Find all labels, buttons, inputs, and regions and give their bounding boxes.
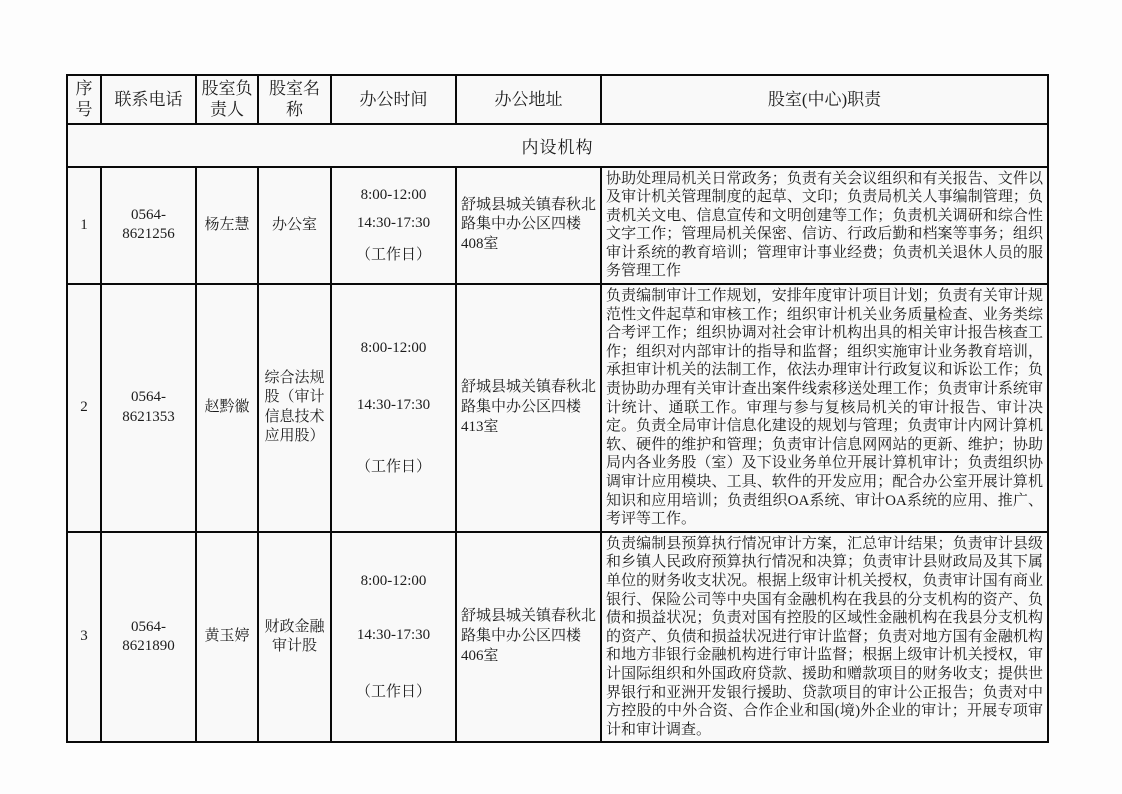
hours-line: 8:00-12:00 xyxy=(360,186,427,203)
col-header-office-address: 办公地址 xyxy=(456,75,601,124)
hours-box xyxy=(336,537,451,737)
cell-index: 2 xyxy=(67,284,101,532)
cell-phone: 0564-8621353 xyxy=(101,284,196,532)
col-header-section-name: 股室名称 xyxy=(258,75,331,124)
hours-line: 8:00-12:00 xyxy=(360,573,427,590)
col-header-office-hours: 办公时间 xyxy=(331,75,456,124)
hours-box xyxy=(336,299,451,517)
cell-head: 赵黔徽 xyxy=(196,284,258,532)
hours-line: （工作日） xyxy=(355,459,431,476)
cell-office-address: 舒城县城关镇春秋北路集中办公区四楼408室 xyxy=(456,167,601,285)
cell-index: 3 xyxy=(67,532,101,743)
hours-line: 8:00-12:00 xyxy=(360,339,427,356)
col-header-phone: 联系电话 xyxy=(101,75,196,124)
col-header-head: 股室负责人 xyxy=(196,75,258,124)
hours-line: 14:30-17:30 xyxy=(356,214,431,231)
cell-head: 黄玉婷 xyxy=(196,532,258,743)
section-banner: 内设机构 xyxy=(67,124,1048,167)
cell-office-hours xyxy=(331,167,456,285)
cell-head: 杨左慧 xyxy=(196,167,258,285)
org-duty-table xyxy=(66,74,1049,743)
hours-line: （工作日） xyxy=(355,683,431,700)
hours-box xyxy=(336,176,451,275)
header-row xyxy=(67,75,1048,124)
cell-office-hours xyxy=(331,532,456,743)
cell-duties: 负责编制审计工作规划，安排年度审计项目计划；负责有关审计规范性文件起草和审核工作；组织审计机关业务质量检查、业务类综合考评工作；组织协调对社会审计机构出具的相关审计报告核查工作；组织对内部审计的指导和监督；组织实施审计业务教育培训，承担审计机关的法制工作，依法办理审计行政复议和诉讼工作；负责协助办理有关审计查出案件线索移送处理工作；负责审计系统审计统计、通联工作。审理与参与复核局机关的审计报告、审计决定。负责全局审计信息化建设的规划与管理；负责审计内网计算机软、硬件的维护和管理；负责审计信息网网站的更新、维护；协助局内各业务股（室）及下设业务单位开展计算机审计；负责组织协调审计应用模块、工具、软件的开发应用；配合办公室开展计算机知识和应用培训；负责组织OA系统、审计OA系统的应用、推广、考评等工作。 xyxy=(601,284,1048,532)
col-header-duties: 股室(中心)职责 xyxy=(601,75,1048,124)
cell-office-address: 舒城县城关镇春秋北路集中办公区四楼406室 xyxy=(456,532,601,743)
cell-section-name: 财政金融审计股 xyxy=(258,532,331,743)
cell-duties: 负责编制县预算执行情况审计方案，汇总审计结果；负责审计县级和乡镇人民政府预算执行情况和决算；负责审计县财政局及其下属单位的财务收支状况。根据上级审计机关授权，负责审计国有商业银行、保险公司等中央国有金融机构在我县的分支机构的资产、负债和损益状况；负责对国有控股的区域性金融机构在我县分支机构的资产、负债和损益状况进行审计监督；负责对地方国有金融机构和地方非银行金融机构进行审计监督；根据上级审计机关授权，审计国际组织和外国政府贷款、援助和赠款项目的财务收支；提供世界银行和亚洲开发银行援助、贷款项目的审计公正报告；负责对中方控股的中外合资、合作企业和国(境)外企业的审计；开展专项审计和审计调查。 xyxy=(601,532,1048,743)
hours-line: （工作日） xyxy=(355,246,431,263)
table-row xyxy=(67,167,1048,285)
cell-section-name: 办公室 xyxy=(258,167,331,285)
hours-line: 14:30-17:30 xyxy=(356,397,431,414)
cell-phone: 0564-8621256 xyxy=(101,167,196,285)
table-row xyxy=(67,532,1048,743)
cell-duties: 协助处理局机关日常政务；负责有关会议组织和有关报告、文件以及审计机关管理制度的起草、文印；负责局机关人事编制管理；负责机关文电、信息宣传和文明创建等工作；负责机关调研和综合性文字工作；管理局机关保密、信访、行政后勤和档案等事务；组织审计系统的教育培训；管理审计事业经费；负责机关退休人员的服务管理工作 xyxy=(601,167,1048,285)
hours-line: 14:30-17:30 xyxy=(356,626,431,643)
table-row xyxy=(67,284,1048,532)
cell-phone: 0564-8621890 xyxy=(101,532,196,743)
cell-section-name: 综合法规股（审计信息技术应用股） xyxy=(258,284,331,532)
col-header-index: 序号 xyxy=(67,75,101,124)
cell-office-hours xyxy=(331,284,456,532)
cell-office-address: 舒城县城关镇春秋北路集中办公区四楼413室 xyxy=(456,284,601,532)
section-banner-row xyxy=(67,124,1048,167)
cell-index: 1 xyxy=(67,167,101,285)
